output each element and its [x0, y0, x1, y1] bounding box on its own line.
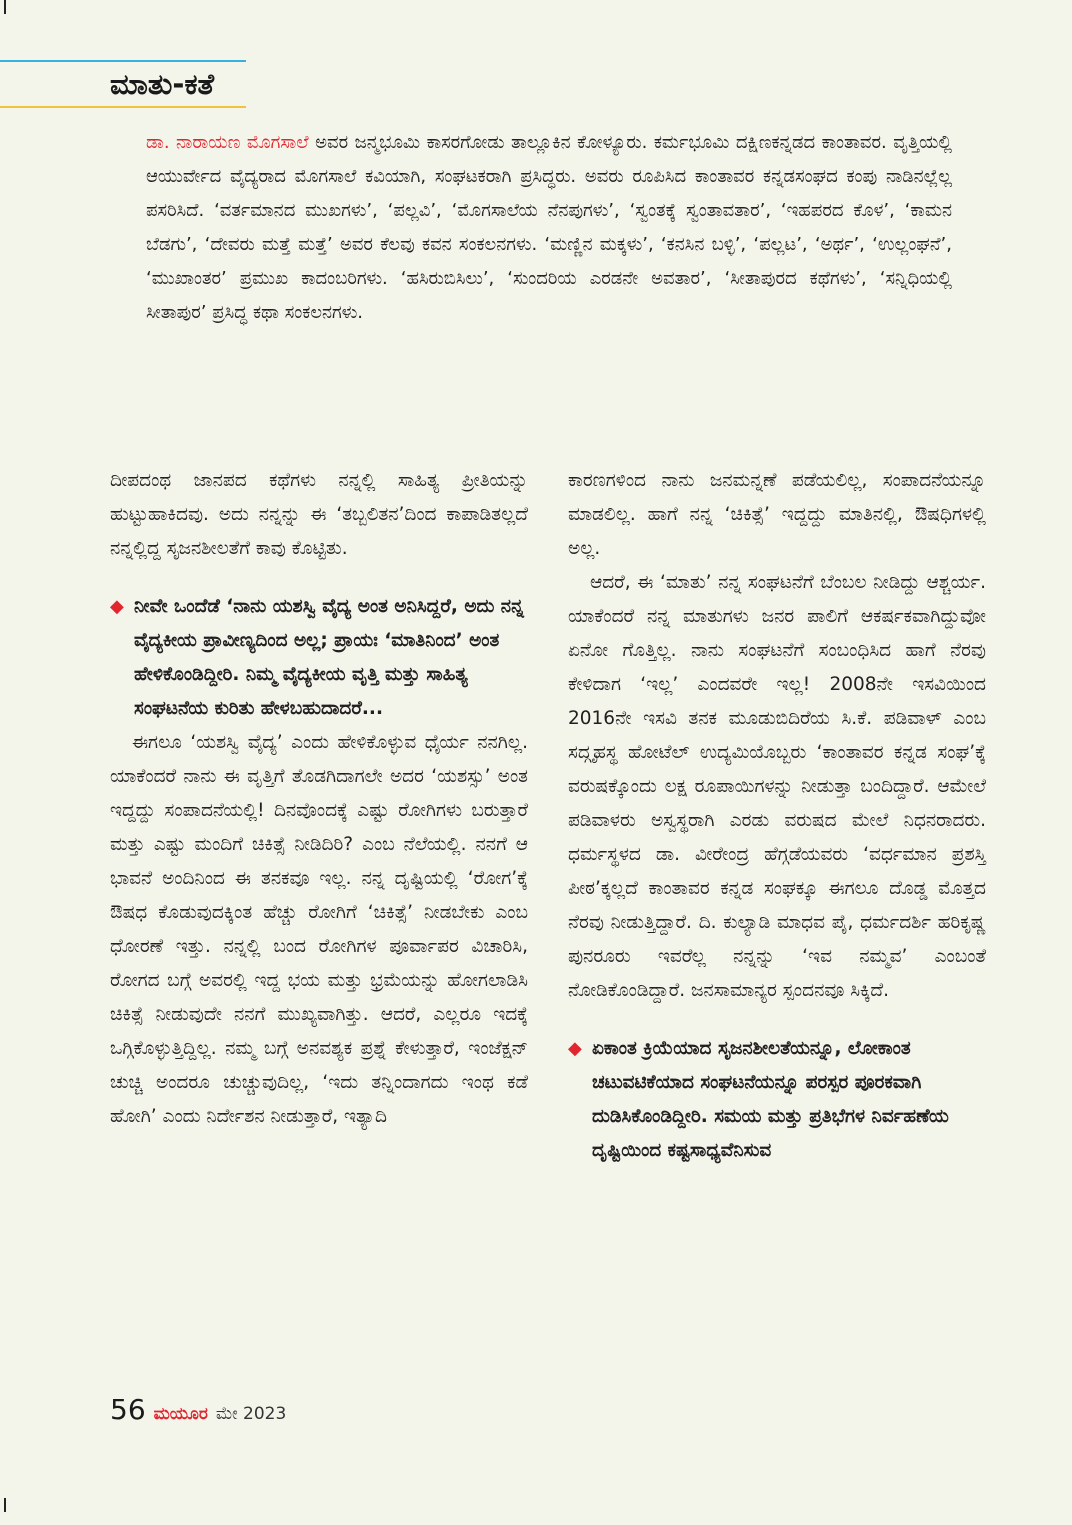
answer-paragraph: ಆದರೆ, ಈ ‘ಮಾತು’ ನನ್ನ ಸಂಘಟನೆಗೆ ಬೆಂಬಲ ನೀಡಿದ್ದು ಆಶ್ಚರ್ಯ. ಯಾಕೆಂದರೆ ನನ್ನ ಮಾತುಗಳು ಜನರ ಪಾಲಿಗೆ ಆಕರ್ಷಕವಾಗಿದ್ದುವೋ ಏನೋ ಗೊತ್ತಿಲ್ಲ. ನಾನು ಸಂಘಟನೆಗೆ ಸಂಬಂಧಿಸಿದ ಹಾಗೆ ನೆರವು ಕೇಳಿದಾಗ ‘ಇಲ್ಲ’ ಎಂದವರೇ ಇಲ್ಲ! 2008ನೇ ಇಸವಿಯಿಂದ 2016ನೇ ಇಸವಿ ತನಕ ಮೂಡುಬಿದಿರೆಯ ಸಿ.ಕೆ. ಪಡಿವಾಳ್ ಎಂಬ ಸದ್ಗೃಹಸ್ಥ ಹೋಟೆಲ್ ಉದ್ಯಮಿಯೊಬ್ಬರು ‘ಕಾಂತಾವರ ಕನ್ನಡ ಸಂಘ’ಕ್ಕೆ ವರುಷಕ್ಕೊಂದು ಲಕ್ಷ ರೂಪಾಯಿಗಳನ್ನು ನೀಡುತ್ತಾ ಬಂದಿದ್ದಾರೆ. ಆಮೇಲೆ ಪಡಿವಾಳರು ಅಸ್ವಸ್ಥರಾಗಿ ಎರಡು ವರುಷದ ಮೇಲೆ ನಿಧನರಾದರು. ಧರ್ಮಸ್ಥಳದ ಡಾ. ವೀರೇಂದ್ರ ಹೆಗ್ಗಡೆಯವರು ‘ವರ್ಧಮಾನ ಪ್ರಶಸ್ತಿ ಪೀಠ’ಕ್ಕಲ್ಲದೆ ಕಾಂತಾವರ ಕನ್ನಡ ಸಂಘಕ್ಕೂ ಈಗಲೂ ದೊಡ್ಡ ಮೊತ್ತದ ನೆರವು ನೀಡುತ್ತಿದ್ದಾರೆ. ದಿ. ಕುಲ್ಯಾಡಿ ಮಾಧವ ಪೈ, ಧರ್ಮದರ್ಶಿ ಹರಿಕೃಷ್ಣ ಪುನರೂರು ಇವರೆಲ್ಲ ನನ್ನನ್ನು ‘ಇವ ನಮ್ಮವ’ ಎಂಬಂತೆ ನೋಡಿಕೊಂಡಿದ್ದಾರೆ. ಜನಸಾಮಾನ್ಯರ ಸ್ಪಂದನವೂ ಸಿಕ್ಕಿದೆ. [568, 572, 986, 1001]
right-column [568, 464, 986, 1168]
page-footer [110, 1392, 286, 1428]
answer-paragraph: ದೀಪದಂಥ ಜಾನಪದ ಕಥೆಗಳು ನನ್ನಲ್ಲಿ ಸಾಹಿತ್ಯ ಪ್ರೀತಿಯನ್ನು ಹುಟ್ಟುಹಾಕಿದವು. ಅದು ನನ್ನನ್ನು ಈ ‘ತಬ್ಬಲಿತನ’ದಿಂದ ಕಾಪಾಡಿತಲ್ಲದೆ ನನ್ನಲ್ಲಿದ್ದ ಸೃಜನಶೀಲತೆಗೆ ಕಾವು ಕೊಟ್ಟಿತು. [110, 470, 528, 559]
page-number: 56 [110, 1393, 146, 1426]
answer-paragraph: ಈಗಲೂ ‘ಯಶಸ್ವಿ ವೈದ್ಯ’ ಎಂದು ಹೇಳಿಕೊಳ್ಳುವ ಧೈರ್ಯ ನನಗಿಲ್ಲ. ಯಾಕೆಂದರೆ ನಾನು ಈ ವೃತ್ತಿಗೆ ತೊಡಗಿದಾಗಲೇ ಅದರ ‘ಯಶಸ್ಸು’ ಅಂತ ಇದ್ದದ್ದು ಸಂಪಾದನೆಯಲ್ಲಿ! ದಿನವೊಂದಕ್ಕೆ ಎಷ್ಟು ರೋಗಿಗಳು ಬರುತ್ತಾರೆ ಮತ್ತು ಎಷ್ಟು ಮಂದಿಗೆ ಚಿಕಿತ್ಸೆ ನೀಡಿದಿರಿ? ಎಂಬ ನೆಲೆಯಲ್ಲಿ. ನನಗೆ ಆ ಭಾವನೆ ಅಂದಿನಿಂದ ಈ ತನಕವೂ ಇಲ್ಲ. ನನ್ನ ದೃಷ್ಟಿಯಲ್ಲಿ ‘ರೋಗ’ಕ್ಕೆ ಔಷಧ ಕೊಡುವುದಕ್ಕಿಂತ ಹೆಚ್ಚು ರೋಗಿಗೆ ‘ಚಿಕಿತ್ಸೆ’ ನೀಡಬೇಕು ಎಂಬ ಧೋರಣೆ ಇತ್ತು. ನನ್ನಲ್ಲಿ ಬಂದ ರೋಗಿಗಳ ಪೂರ್ವಾಪರ ವಿಚಾರಿಸಿ, ರೋಗದ ಬಗ್ಗೆ ಅವರಲ್ಲಿ ಇದ್ದ ಭಯ ಮತ್ತು ಭ್ರಮೆಯನ್ನು ಹೋಗಲಾಡಿಸಿ ಚಿಕಿತ್ಸೆ ನೀಡುವುದೇ ನನಗೆ ಮುಖ್ಯವಾಗಿತ್ತು. ಆದರೆ, ಎಲ್ಲರೂ ಇದಕ್ಕೆ ಒಗ್ಗಿಕೊಳ್ಳುತ್ತಿದ್ದಿಲ್ಲ. ನಮ್ಮ ಬಗ್ಗೆ ಅನವಶ್ಯಕ ಪ್ರಶ್ನೆ ಕೇಳುತ್ತಾರೆ, ಇಂಜೆಕ್ಷನ್ ಚುಚ್ಚಿ ಅಂದರೂ ಚುಚ್ಚುವುದಿಲ್ಲ, ‘ಇದು ತನ್ನಿಂದಾಗದು ಇಂಥ ಕಡೆ ಹೋಗಿ’ ಎಂದು ನಿರ್ದೇಶನ ನೀಡುತ್ತಾರೆ, ಇತ್ಯಾದಿ [110, 732, 528, 1127]
interview-question [568, 1032, 986, 1168]
left-column [110, 464, 528, 1134]
author-bio-text: ಅವರ ಜನ್ಮಭೂಮಿ ಕಾಸರಗೋಡು ತಾಲ್ಲೂಕಿನ ಕೋಳ್ಯೂರು. ಕರ್ಮಭೂಮಿ ದಕ್ಷಿಣಕನ್ನಡದ ಕಾಂತಾವರ. ವೃತ್ತಿಯಲ್ಲಿ ಆಯುರ್ವೇದ ವೈದ್ಯರಾದ ಮೊಗಸಾಲೆ ಕವಿಯಾಗಿ, ಸಂಘಟಕರಾಗಿ ಪ್ರಸಿದ್ಧರು. ಅವರು ರೂಪಿಸಿದ ಕಾಂತಾವರ ಕನ್ನಡಸಂಘದ ಕಂಪು ನಾಡಿನಲ್ಲೆಲ್ಲ ಪಸರಿಸಿದೆ. ‘ವರ್ತಮಾನದ ಮುಖಗಳು’, ‘ಪಲ್ಲವಿ’, ‘ಮೊಗಸಾಲೆಯ ನೆನಪುಗಳು’, ‘ಸ್ವಂತಕ್ಕೆ ಸ್ವಂತಾವತಾರ’, ‘ಇಹಪರದ ಕೊಳ’, ‘ಕಾಮನ ಬೆಡಗು’, ‘ದೇವರು ಮತ್ತೆ ಮತ್ತೆ’ ಅವರ ಕೆಲವು ಕವನ ಸಂಕಲನಗಳು. ‘ಮಣ್ಣಿನ ಮಕ್ಕಳು’, ‘ಕನಸಿನ ಬಳ್ಳಿ’, ‘ಪಲ್ಲಟ’, ‘ಅರ್ಥ’, ‘ಉಲ್ಲಂಘನೆ’, ‘ಮುಖಾಂತರ’ ಪ್ರಮುಖ ಕಾದಂಬರಿಗಳು. ‘ಹಸಿರುಬಿಸಿಲು’, ‘ಸುಂದರಿಯ ಎರಡನೇ ಅವತಾರ’, ‘ಸೀತಾಪುರದ ಕಥೆಗಳು’, ‘ಸನ್ನಿಧಿಯಲ್ಲಿ ಸೀತಾಪುರ’ ಪ್ರಸಿದ್ಧ ಕಥಾ ಸಂಕಲನಗಳು. [146, 132, 952, 323]
crop-mark-top [4, 0, 6, 14]
author-bio [146, 126, 952, 330]
question-text: ನೀವೇ ಒಂದೆಡೆ ‘ನಾನು ಯಶಸ್ವಿ ವೈದ್ಯ ಅಂತ ಅನಿಸಿದ್ದರೆ, ಅದು ನನ್ನ ವೈದ್ಯಕೀಯ ಪ್ರಾವೀಣ್ಯದಿಂದ ಅಲ್ಲ; ಪ್ರಾಯಃ ‘ಮಾತಿನಿಂದ’ ಅಂತ ಹೇಳಿಕೊಂಡಿದ್ದೀರಿ. ನಿಮ್ಮ ವೈದ್ಯಕೀಯ ವೃತ್ತಿ ಮತ್ತು ಸಾಹಿತ್ಯ ಸಂಘಟನೆಯ ಕುರಿತು ಹೇಳಬಹುದಾದರೆ... [134, 596, 524, 719]
section-rule-yellow [0, 106, 246, 108]
answer-paragraph: ಕಾರಣಗಳಿಂದ ನಾನು ಜನಮನ್ನಣೆ ಪಡೆಯಲಿಲ್ಲ, ಸಂಪಾದನೆಯನ್ನೂ ಮಾಡಲಿಲ್ಲ. ಹಾಗೆ ನನ್ನ ‘ಚಿಕಿತ್ಸೆ’ ಇದ್ದದ್ದು ಮಾತಿನಲ್ಲಿ, ಔಷಧಿಗಳಲ್ಲಿ ಅಲ್ಲ. [568, 470, 986, 559]
question-text: ಏಕಾಂತ ಕ್ರಿಯೆಯಾದ ಸೃಜನಶೀಲತೆಯನ್ನೂ, ಲೋಕಾಂತ ಚಟುವಟಿಕೆಯಾದ ಸಂಘಟನೆಯನ್ನೂ ಪರಸ್ಪರ ಪೂರಕವಾಗಿ ದುಡಿಸಿಕೊಂಡಿದ್ದೀರಿ. ಸಮಯ ಮತ್ತು ಪ್ರತಿಭೆಗಳ ನಿರ್ವಹಣೆಯ ದೃಷ್ಟಿಯಿಂದ ಕಷ್ಟಸಾಧ್ಯವೆನಿಸುವ [592, 1038, 949, 1161]
crop-mark-bottom [4, 1498, 6, 1512]
diamond-bullet-icon: ◆ [110, 596, 124, 617]
author-name: ಡಾ. ನಾರಾಯಣ ಮೊಗಸಾಲೆ [146, 132, 309, 153]
interview-question [110, 590, 528, 726]
diamond-bullet-icon: ◆ [568, 1038, 582, 1059]
section-title: ಮಾತು-ಕತೆ [110, 67, 215, 101]
magazine-logo: ಮಯೂರ [153, 1404, 208, 1424]
issue-date: ಮೇ 2023 [215, 1404, 287, 1424]
